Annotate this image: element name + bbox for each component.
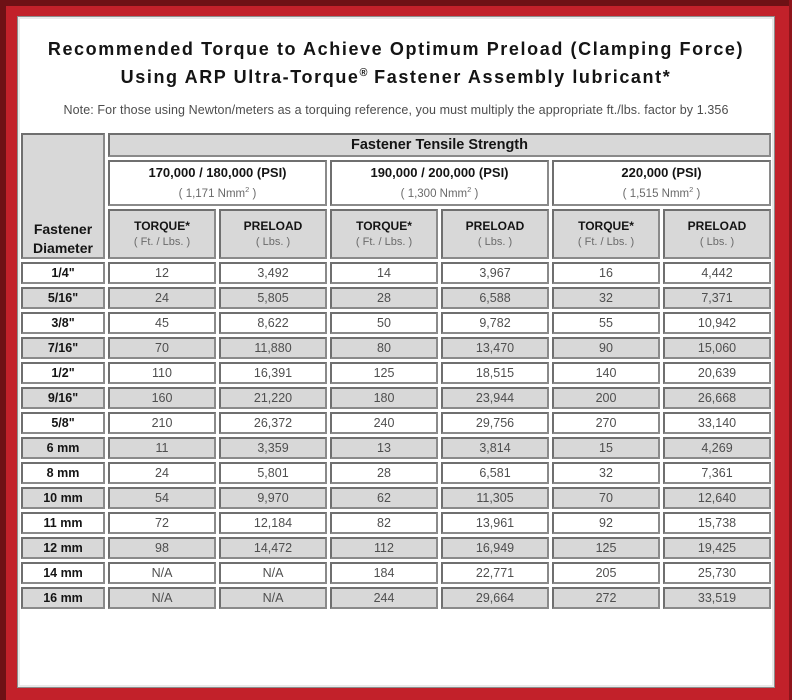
- preload-value-cell: 10,942: [663, 312, 771, 334]
- torque-value-cell: 270: [552, 412, 660, 434]
- preload-value-cell: 19,425: [663, 537, 771, 559]
- torque-value-cell: 28: [330, 462, 438, 484]
- preload-value-cell: 13,470: [441, 337, 549, 359]
- torque-value-cell: 11: [108, 437, 216, 459]
- corner-header-fastener-diameter: [21, 133, 105, 259]
- frame-edge-top: [0, 0, 792, 6]
- preload-value-cell: 7,361: [663, 462, 771, 484]
- torque-value-cell: 32: [552, 462, 660, 484]
- diameter-cell: 7/16": [21, 337, 105, 359]
- torque-column-header-2: TORQUE* ( Ft. / Lbs. ): [330, 209, 438, 259]
- preload-value-cell: 11,880: [219, 337, 327, 359]
- preload-value-cell: 8,622: [219, 312, 327, 334]
- torque-value-cell: 125: [552, 537, 660, 559]
- diameter-cell: 11 mm: [21, 512, 105, 534]
- diameter-cell: 10 mm: [21, 487, 105, 509]
- diameter-cell: 16 mm: [21, 587, 105, 609]
- torque-column-header-3: TORQUE* ( Ft. / Lbs. ): [552, 209, 660, 259]
- torque-value-cell: 112: [330, 537, 438, 559]
- preload-value-cell: 16,391: [219, 362, 327, 384]
- nmm-value: ( 1,300 Nmm$^2$ ): [400, 185, 479, 201]
- torque-value-cell: 210: [108, 412, 216, 434]
- table-body: [21, 262, 771, 609]
- table-row: [21, 337, 771, 359]
- torque-value-cell: 110: [108, 362, 216, 384]
- preload-value-cell: 26,372: [219, 412, 327, 434]
- preload-value-cell: 18,515: [441, 362, 549, 384]
- preload-value-cell: 21,220: [219, 387, 327, 409]
- torque-value-cell: 90: [552, 337, 660, 359]
- torque-value-cell: 70: [108, 337, 216, 359]
- preload-value-cell: 29,664: [441, 587, 549, 609]
- preload-value-cell: 6,581: [441, 462, 549, 484]
- table-row: [21, 462, 771, 484]
- preload-value-cell: 5,805: [219, 287, 327, 309]
- preload-value-cell: 25,730: [663, 562, 771, 584]
- torque-value-cell: 14: [330, 262, 438, 284]
- preload-value-cell: 11,305: [441, 487, 549, 509]
- document-panel: [17, 16, 775, 688]
- torque-value-cell: 16: [552, 262, 660, 284]
- title-block: [18, 17, 774, 117]
- torque-value-cell: 180: [330, 387, 438, 409]
- preload-value-cell: 22,771: [441, 562, 549, 584]
- torque-value-cell: 24: [108, 462, 216, 484]
- psi-header-170-180: [108, 160, 327, 206]
- torque-value-cell: 24: [108, 287, 216, 309]
- torque-value-cell: N/A: [108, 562, 216, 584]
- preload-value-cell: 3,359: [219, 437, 327, 459]
- torque-value-cell: 205: [552, 562, 660, 584]
- preload-value-cell: 6,588: [441, 287, 549, 309]
- preload-value-cell: 15,738: [663, 512, 771, 534]
- preload-value-cell: 4,269: [663, 437, 771, 459]
- psi-header-190-200: [330, 160, 549, 206]
- torque-value-cell: 160: [108, 387, 216, 409]
- table-row: [21, 262, 771, 284]
- preload-value-cell: 26,668: [663, 387, 771, 409]
- torque-value-cell: 272: [552, 587, 660, 609]
- torque-value-cell: 72: [108, 512, 216, 534]
- diameter-cell: 1/2": [21, 362, 105, 384]
- preload-column-header-3: PRELOAD ( Lbs. ): [663, 209, 771, 259]
- preload-value-cell: 3,814: [441, 437, 549, 459]
- torque-value-cell: N/A: [108, 587, 216, 609]
- preload-value-cell: 12,184: [219, 512, 327, 534]
- unit-header-row: [21, 209, 771, 259]
- torque-value-cell: 82: [330, 512, 438, 534]
- preload-value-cell: 14,472: [219, 537, 327, 559]
- torque-value-cell: 200: [552, 387, 660, 409]
- nmm-value: ( 1,171 Nmm$^2$ ): [178, 185, 257, 201]
- preload-value-cell: 23,944: [441, 387, 549, 409]
- registered-mark: ®: [359, 66, 368, 79]
- diameter-cell: 3/8": [21, 312, 105, 334]
- diameter-cell: 5/8": [21, 412, 105, 434]
- preload-value-cell: 9,970: [219, 487, 327, 509]
- preload-value-cell: 5,801: [219, 462, 327, 484]
- psi-header-row: [21, 160, 771, 206]
- torque-value-cell: 70: [552, 487, 660, 509]
- preload-value-cell: 33,519: [663, 587, 771, 609]
- table-row: [21, 312, 771, 334]
- torque-value-cell: 13: [330, 437, 438, 459]
- diameter-cell: 8 mm: [21, 462, 105, 484]
- preload-value-cell: 29,756: [441, 412, 549, 434]
- diameter-cell: 6 mm: [21, 437, 105, 459]
- torque-value-cell: 55: [552, 312, 660, 334]
- frame-edge-left: [0, 0, 6, 700]
- title-line2-prefix: Using ARP Ultra-Torque: [120, 66, 360, 87]
- preload-value-cell: 4,442: [663, 262, 771, 284]
- table-row: [21, 362, 771, 384]
- preload-value-cell: 12,640: [663, 487, 771, 509]
- diameter-cell: 9/16": [21, 387, 105, 409]
- psi-value: 170,000 / 180,000 (PSI): [148, 165, 287, 181]
- diameter-cell: 1/4": [21, 262, 105, 284]
- conversion-note: Note: For those using Newton/meters as a torquing reference, you must multiply the appropriate ft./lbs. factor by 1.356: [63, 102, 729, 117]
- group-header-tensile-strength: Fastener Tensile Strength: [108, 133, 771, 157]
- page-title-line-2: [18, 64, 774, 92]
- preload-value-cell: 13,961: [441, 512, 549, 534]
- preload-column-header-2: PRELOAD ( Lbs. ): [441, 209, 549, 259]
- corner-header-line2: Diameter: [33, 239, 93, 256]
- page-title-line-1: Recommended Torque to Achieve Optimum Preload (Clamping Force): [47, 39, 745, 59]
- psi-header-220: [552, 160, 771, 206]
- group-header-row: [21, 133, 771, 157]
- preload-value-cell: 7,371: [663, 287, 771, 309]
- psi-value: 220,000 (PSI): [621, 165, 702, 181]
- torque-value-cell: 244: [330, 587, 438, 609]
- torque-value-cell: 28: [330, 287, 438, 309]
- preload-value-cell: N/A: [219, 587, 327, 609]
- preload-value-cell: 9,782: [441, 312, 549, 334]
- torque-value-cell: 50: [330, 312, 438, 334]
- corner-header-line1: Fastener: [33, 221, 93, 238]
- diameter-cell: 14 mm: [21, 562, 105, 584]
- psi-value: 190,000 / 200,000 (PSI): [370, 165, 509, 181]
- preload-column-header-1: PRELOAD ( Lbs. ): [219, 209, 327, 259]
- torque-value-cell: 15: [552, 437, 660, 459]
- table-row: [21, 562, 771, 584]
- table-row: [21, 387, 771, 409]
- preload-value-cell: 33,140: [663, 412, 771, 434]
- diameter-cell: 5/16": [21, 287, 105, 309]
- torque-value-cell: 98: [108, 537, 216, 559]
- nmm-value: ( 1,515 Nmm$^2$ ): [622, 185, 701, 201]
- torque-value-cell: 45: [108, 312, 216, 334]
- preload-value-cell: 16,949: [441, 537, 549, 559]
- title-line2-suffix: Fastener Assembly lubricant*: [367, 66, 672, 87]
- table-row: [21, 412, 771, 434]
- torque-preload-table: [18, 130, 774, 612]
- preload-value-cell: 15,060: [663, 337, 771, 359]
- preload-value-cell: N/A: [219, 562, 327, 584]
- torque-value-cell: 184: [330, 562, 438, 584]
- table-row: [21, 587, 771, 609]
- torque-value-cell: 240: [330, 412, 438, 434]
- table-row: [21, 287, 771, 309]
- torque-value-cell: 92: [552, 512, 660, 534]
- preload-value-cell: 20,639: [663, 362, 771, 384]
- table-row: [21, 487, 771, 509]
- diameter-cell: 12 mm: [21, 537, 105, 559]
- torque-value-cell: 125: [330, 362, 438, 384]
- table-row: [21, 512, 771, 534]
- torque-value-cell: 80: [330, 337, 438, 359]
- torque-column-header-1: TORQUE* ( Ft. / Lbs. ): [108, 209, 216, 259]
- torque-value-cell: 140: [552, 362, 660, 384]
- torque-value-cell: 62: [330, 487, 438, 509]
- torque-value-cell: 32: [552, 287, 660, 309]
- preload-value-cell: 3,492: [219, 262, 327, 284]
- table-row: [21, 437, 771, 459]
- table-row: [21, 537, 771, 559]
- torque-value-cell: 54: [108, 487, 216, 509]
- preload-value-cell: 3,967: [441, 262, 549, 284]
- torque-value-cell: 12: [108, 262, 216, 284]
